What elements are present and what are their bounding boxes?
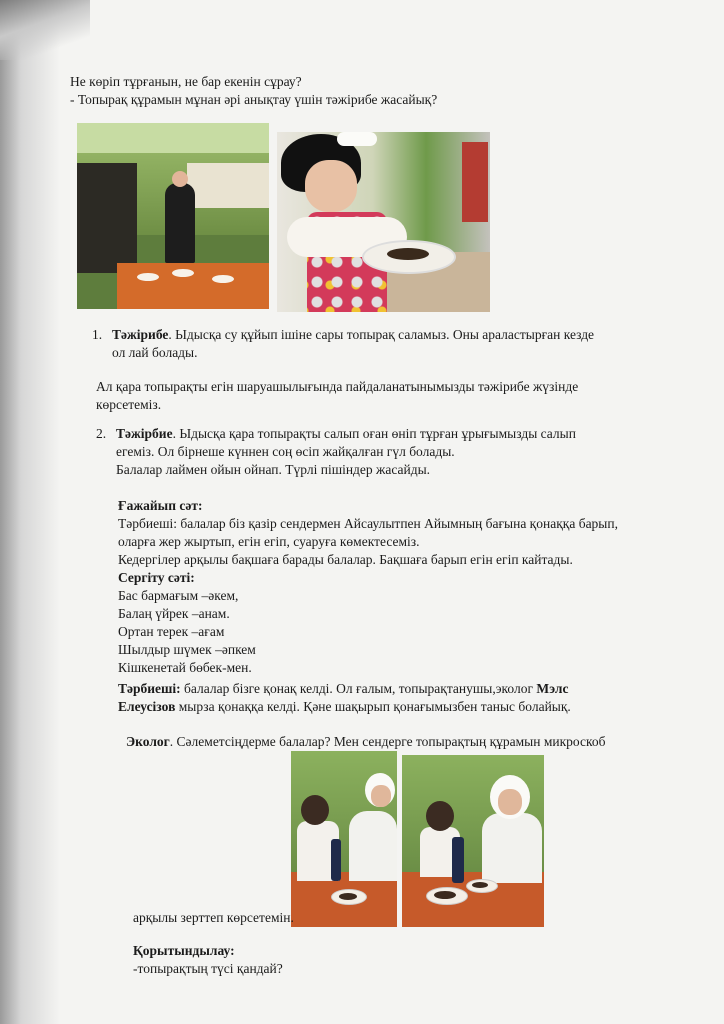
ecologist-text-a: . Сәлеметсіңдерме балалар? Мен сендерге топырақтың құрамын микроскоб — [169, 734, 606, 749]
item-1-title: Тәжірибе — [112, 327, 169, 342]
teacher-text-b: мырза қонаққа келді. Қәне шақырып қонағымызбен таныс болайық. — [175, 699, 571, 714]
teacher-line-1 — [118, 680, 568, 697]
conclusion-question: -топырақтың түсі қандай? — [133, 961, 283, 976]
refresh-line: Кішкенетай бөбек-мен. — [118, 660, 252, 675]
conclusion-heading: Қорытындылау: — [133, 943, 235, 958]
item-2-number: 2. — [96, 426, 107, 441]
intro-line-2: - Топырақ құрамын мұнан әрі анықтау үшін тәжірибе жасайық? — [70, 92, 438, 107]
refresh-heading: Сергіту сәті: — [118, 570, 195, 585]
classroom-photo — [77, 123, 269, 309]
ecologist-text-b: арқылы зерттеп көрсетемін. — [133, 910, 294, 925]
girl-with-plate-photo — [277, 132, 490, 312]
intro-line-1: Не көріп тұрғанын, не бар екенін сұрау? — [70, 74, 302, 89]
guest-name-a: Мэлс — [536, 681, 569, 696]
paragraph-line-1: Ал қара топырақты егін шаруашылығында пайдаланатынымызды тәжірибе жүзінде — [96, 379, 579, 394]
item-1-text-b: ол лай болады. — [112, 345, 198, 360]
microscope-photo-2 — [402, 755, 544, 927]
item-1-text-a: . Ыдысқа су құйып ішіне сары топырақ саламыз. Оны араластырған кезде — [168, 327, 595, 342]
item-1-text — [112, 326, 594, 343]
guest-name-b: Елеусізов — [118, 699, 176, 714]
teacher-text-a: балалар бізге қонақ келді. Ол ғалым, топырақтанушы,эколог — [180, 681, 537, 696]
refresh-line: Балаң үйрек –анам. — [118, 606, 230, 621]
ecologist-label: Эколог — [126, 734, 170, 749]
item-2-text-c: Балалар лаймен ойын ойнап. Түрлі пішіндер жасайды. — [116, 462, 431, 477]
item-2-text-a: . Ыдысқа қара топырақты салып оған өніп тұрған ұрығымызды салып — [172, 426, 576, 441]
refresh-line: Шылдыр шүмек –әпкем — [118, 642, 256, 657]
magic-heading: Ғажайып сәт: — [118, 498, 203, 513]
refresh-line: Ортан терек –ағам — [118, 624, 225, 639]
paragraph-line-2: көрсетеміз. — [96, 397, 162, 412]
teacher-label: Тәрбиеші: — [118, 681, 181, 696]
teacher-line-2 — [118, 698, 571, 715]
magic-line-1: Тәрбиеші: балалар біз қазір сендермен Айсаулытпен Айымның бағына қонаққа барып, — [118, 516, 618, 531]
item-1-number: 1. — [92, 327, 103, 342]
magic-line-3: Кедергілер арқылы бақшаға барады балалар. Бақшаға барып егін егіп кайтады. — [118, 552, 573, 567]
magic-line-2: оларға жер жыртып, егін егіп, суаруға көмектесеміз. — [118, 534, 420, 549]
item-2-text-b: егеміз. Ол бірнеше күннен соң өсіп жайқалған гүл болады. — [116, 444, 455, 459]
refresh-line: Бас бармағым –әкем, — [118, 588, 239, 603]
microscope-photo-1 — [291, 751, 397, 927]
item-2-text — [116, 425, 576, 442]
item-2-title: Тәжірбие — [116, 426, 173, 441]
ecologist-line-1 — [126, 733, 606, 750]
